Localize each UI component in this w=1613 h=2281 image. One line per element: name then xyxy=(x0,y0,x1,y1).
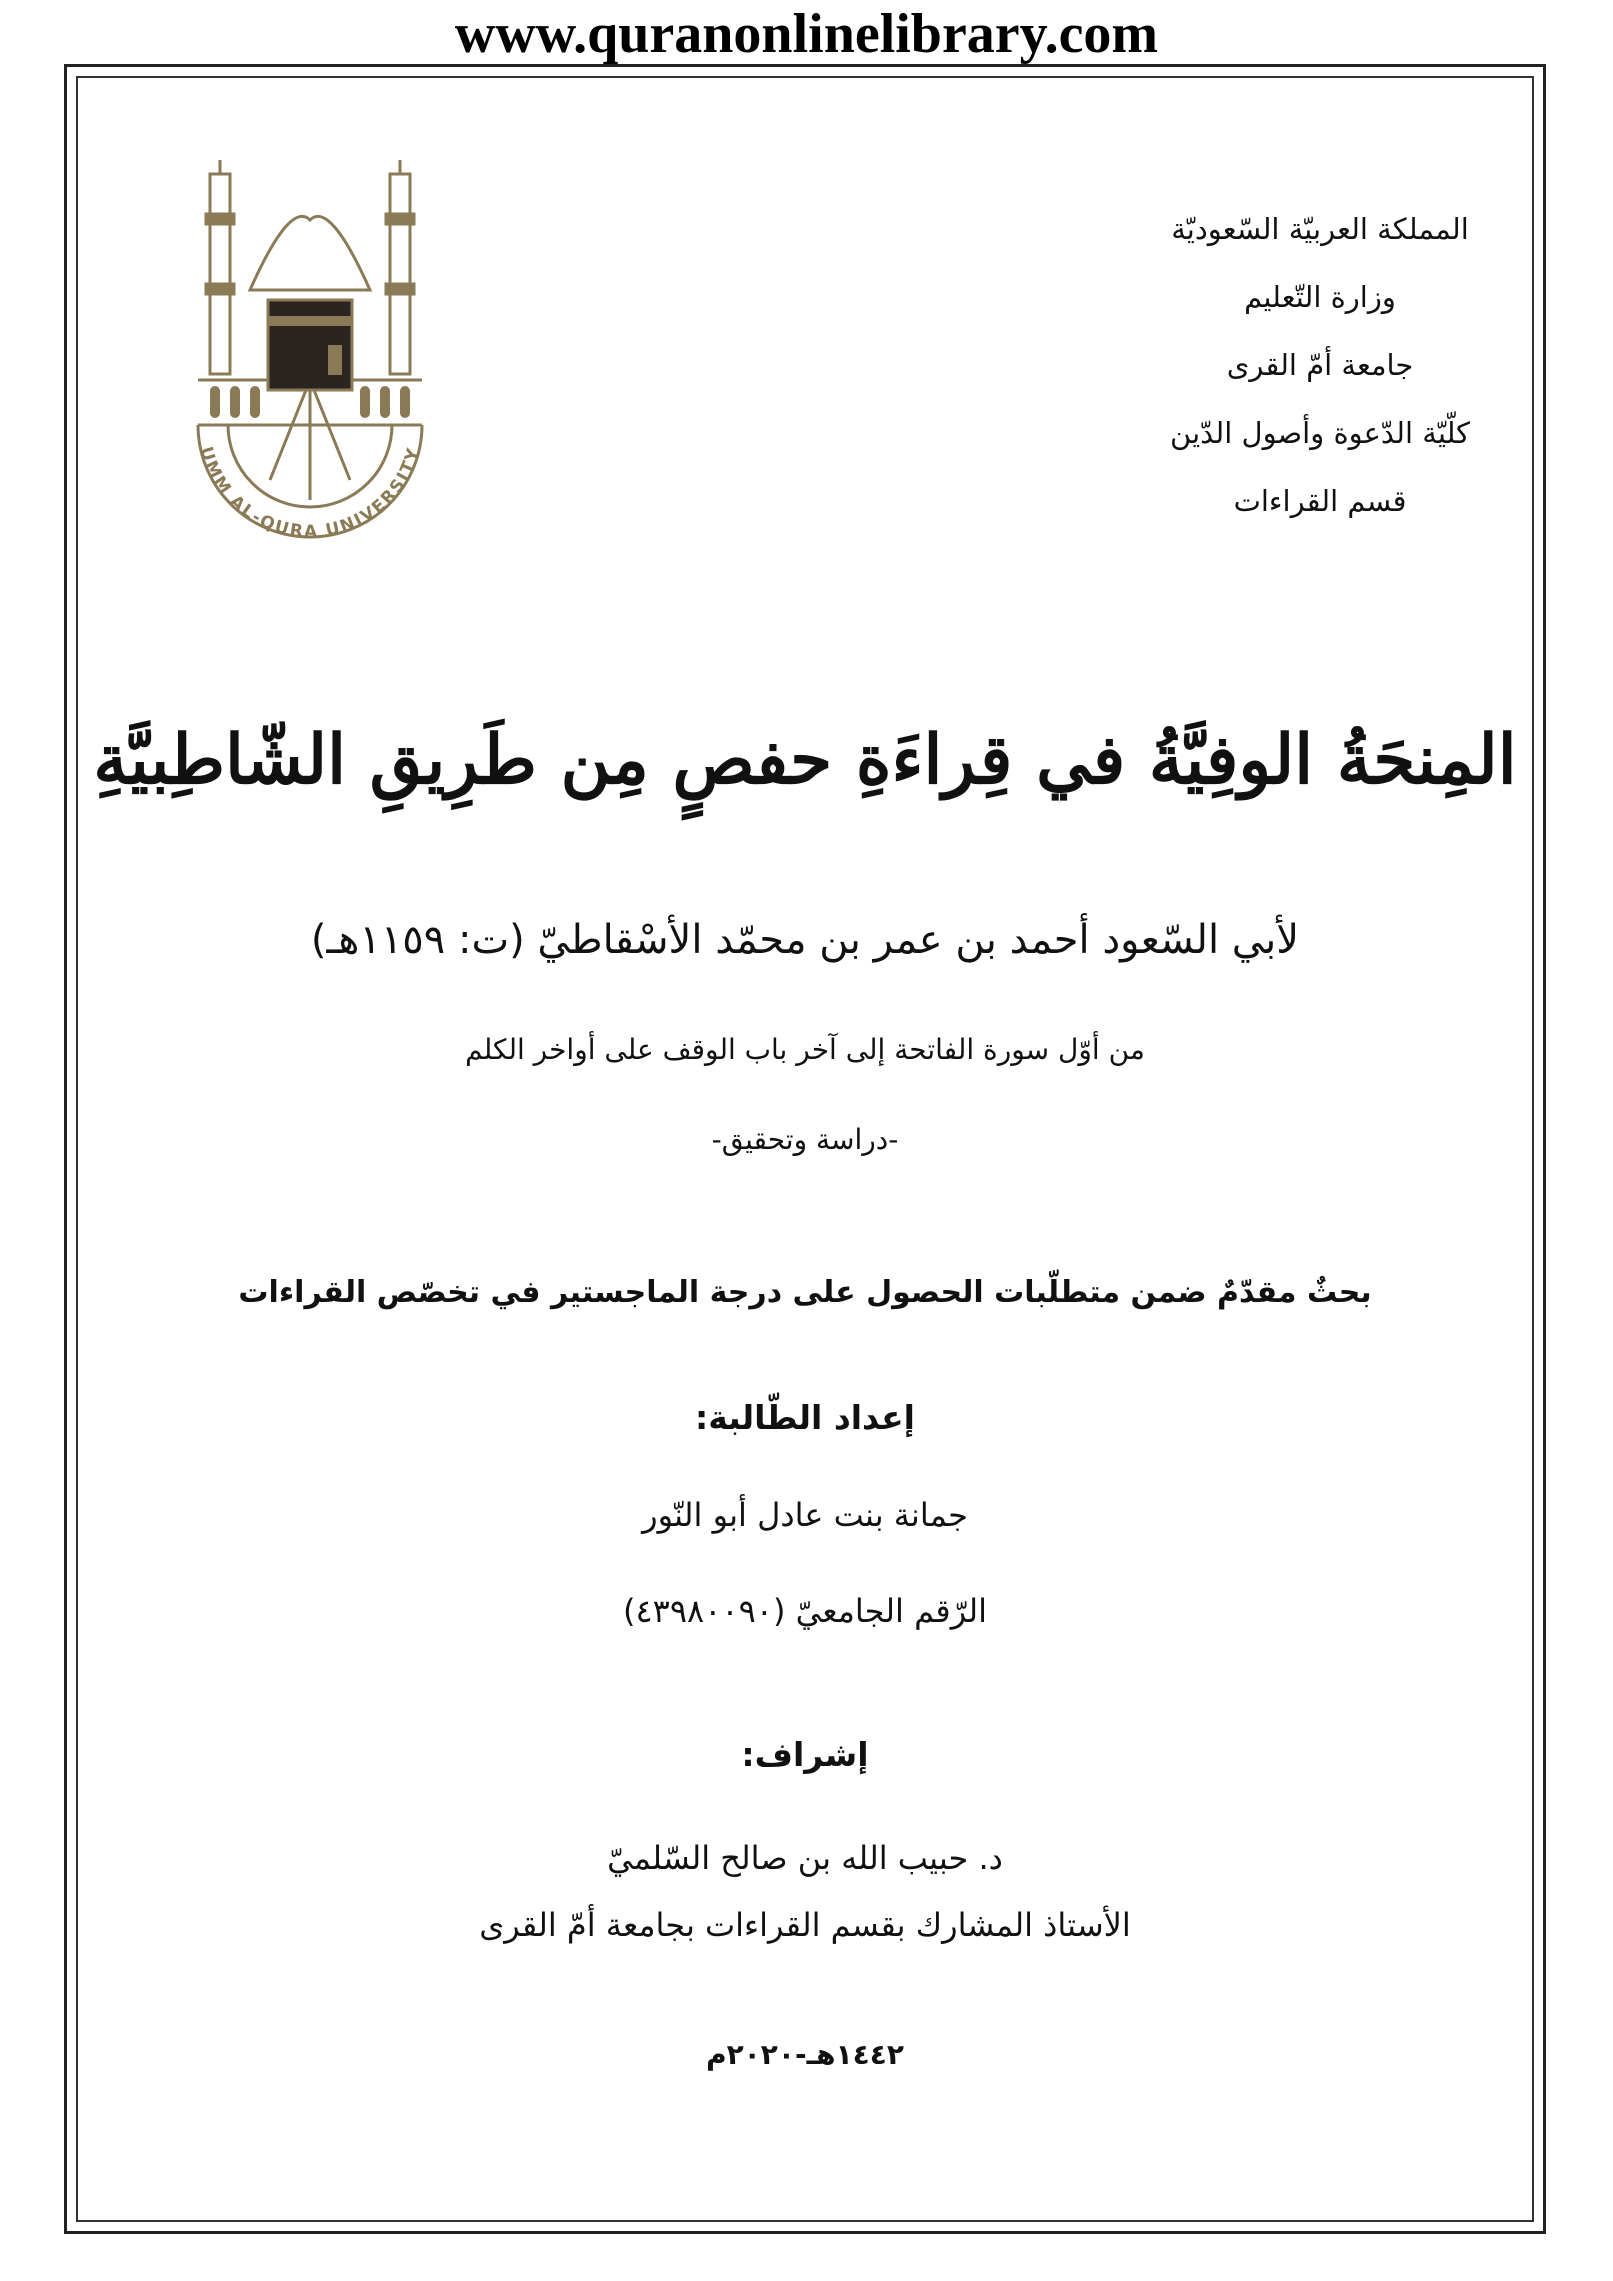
institution-block xyxy=(1140,195,1500,535)
thesis-author: لأبي السّعود أحمد بن عمر بن محمّد الأسْقاطيّ (ت: ١١٥٩هـ) xyxy=(310,917,1300,963)
preparation-label: إعداد الطّالبة: xyxy=(695,1398,915,1437)
supervisor-title: الأستاذ المشارك بقسم القراءات بجامعة أمّ القرى xyxy=(479,1906,1131,1944)
thesis-scope: من أوّل سورة الفاتحة إلى آخر باب الوقف على أواخر الكلم xyxy=(465,1033,1145,1066)
institution-department: قسم القراءات xyxy=(1233,484,1407,518)
student-name: جمانة بنت عادل أبو النّور xyxy=(642,1496,968,1534)
site-url[interactable]: www.quranonlinelibrary.com xyxy=(454,3,1159,65)
logo-emblem-text: UMM AL-QURA UNIVERSITY xyxy=(195,444,425,540)
research-note: بحثٌ مقدّمٌ ضمن متطلّبات الحصول على درجة الماجستير في تخصّص القراءات xyxy=(238,1275,1372,1310)
institution-ministry: وزارة التّعليم xyxy=(1244,280,1396,314)
supervision-label: إشراف: xyxy=(741,1735,869,1774)
supervisor-name: د. حبيب الله بن صالح السّلميّ xyxy=(607,1839,1003,1877)
thesis-date: ١٤٤٢هـ-٢٠٢٠م xyxy=(706,2038,904,2071)
institution-college: كلّيّة الدّعوة وأصول الدّين xyxy=(1170,416,1470,450)
thesis-title: المِنحَةُ الوفِيَّةُ في قِراءَةِ حفصٍ مِن طَرِيقِ الشّاطِبيَّةِ xyxy=(93,720,1517,800)
university-logo xyxy=(180,140,440,540)
institution-country: المملكة العربيّة السّعوديّة xyxy=(1171,212,1469,246)
institution-university: جامعة أمّ القرى xyxy=(1226,348,1414,382)
thesis-study-type: -دراسة وتحقيق- xyxy=(711,1123,899,1156)
university-id: الرّقم الجامعيّ (٤٣٩٨٠٠٩٠) xyxy=(623,1592,987,1630)
